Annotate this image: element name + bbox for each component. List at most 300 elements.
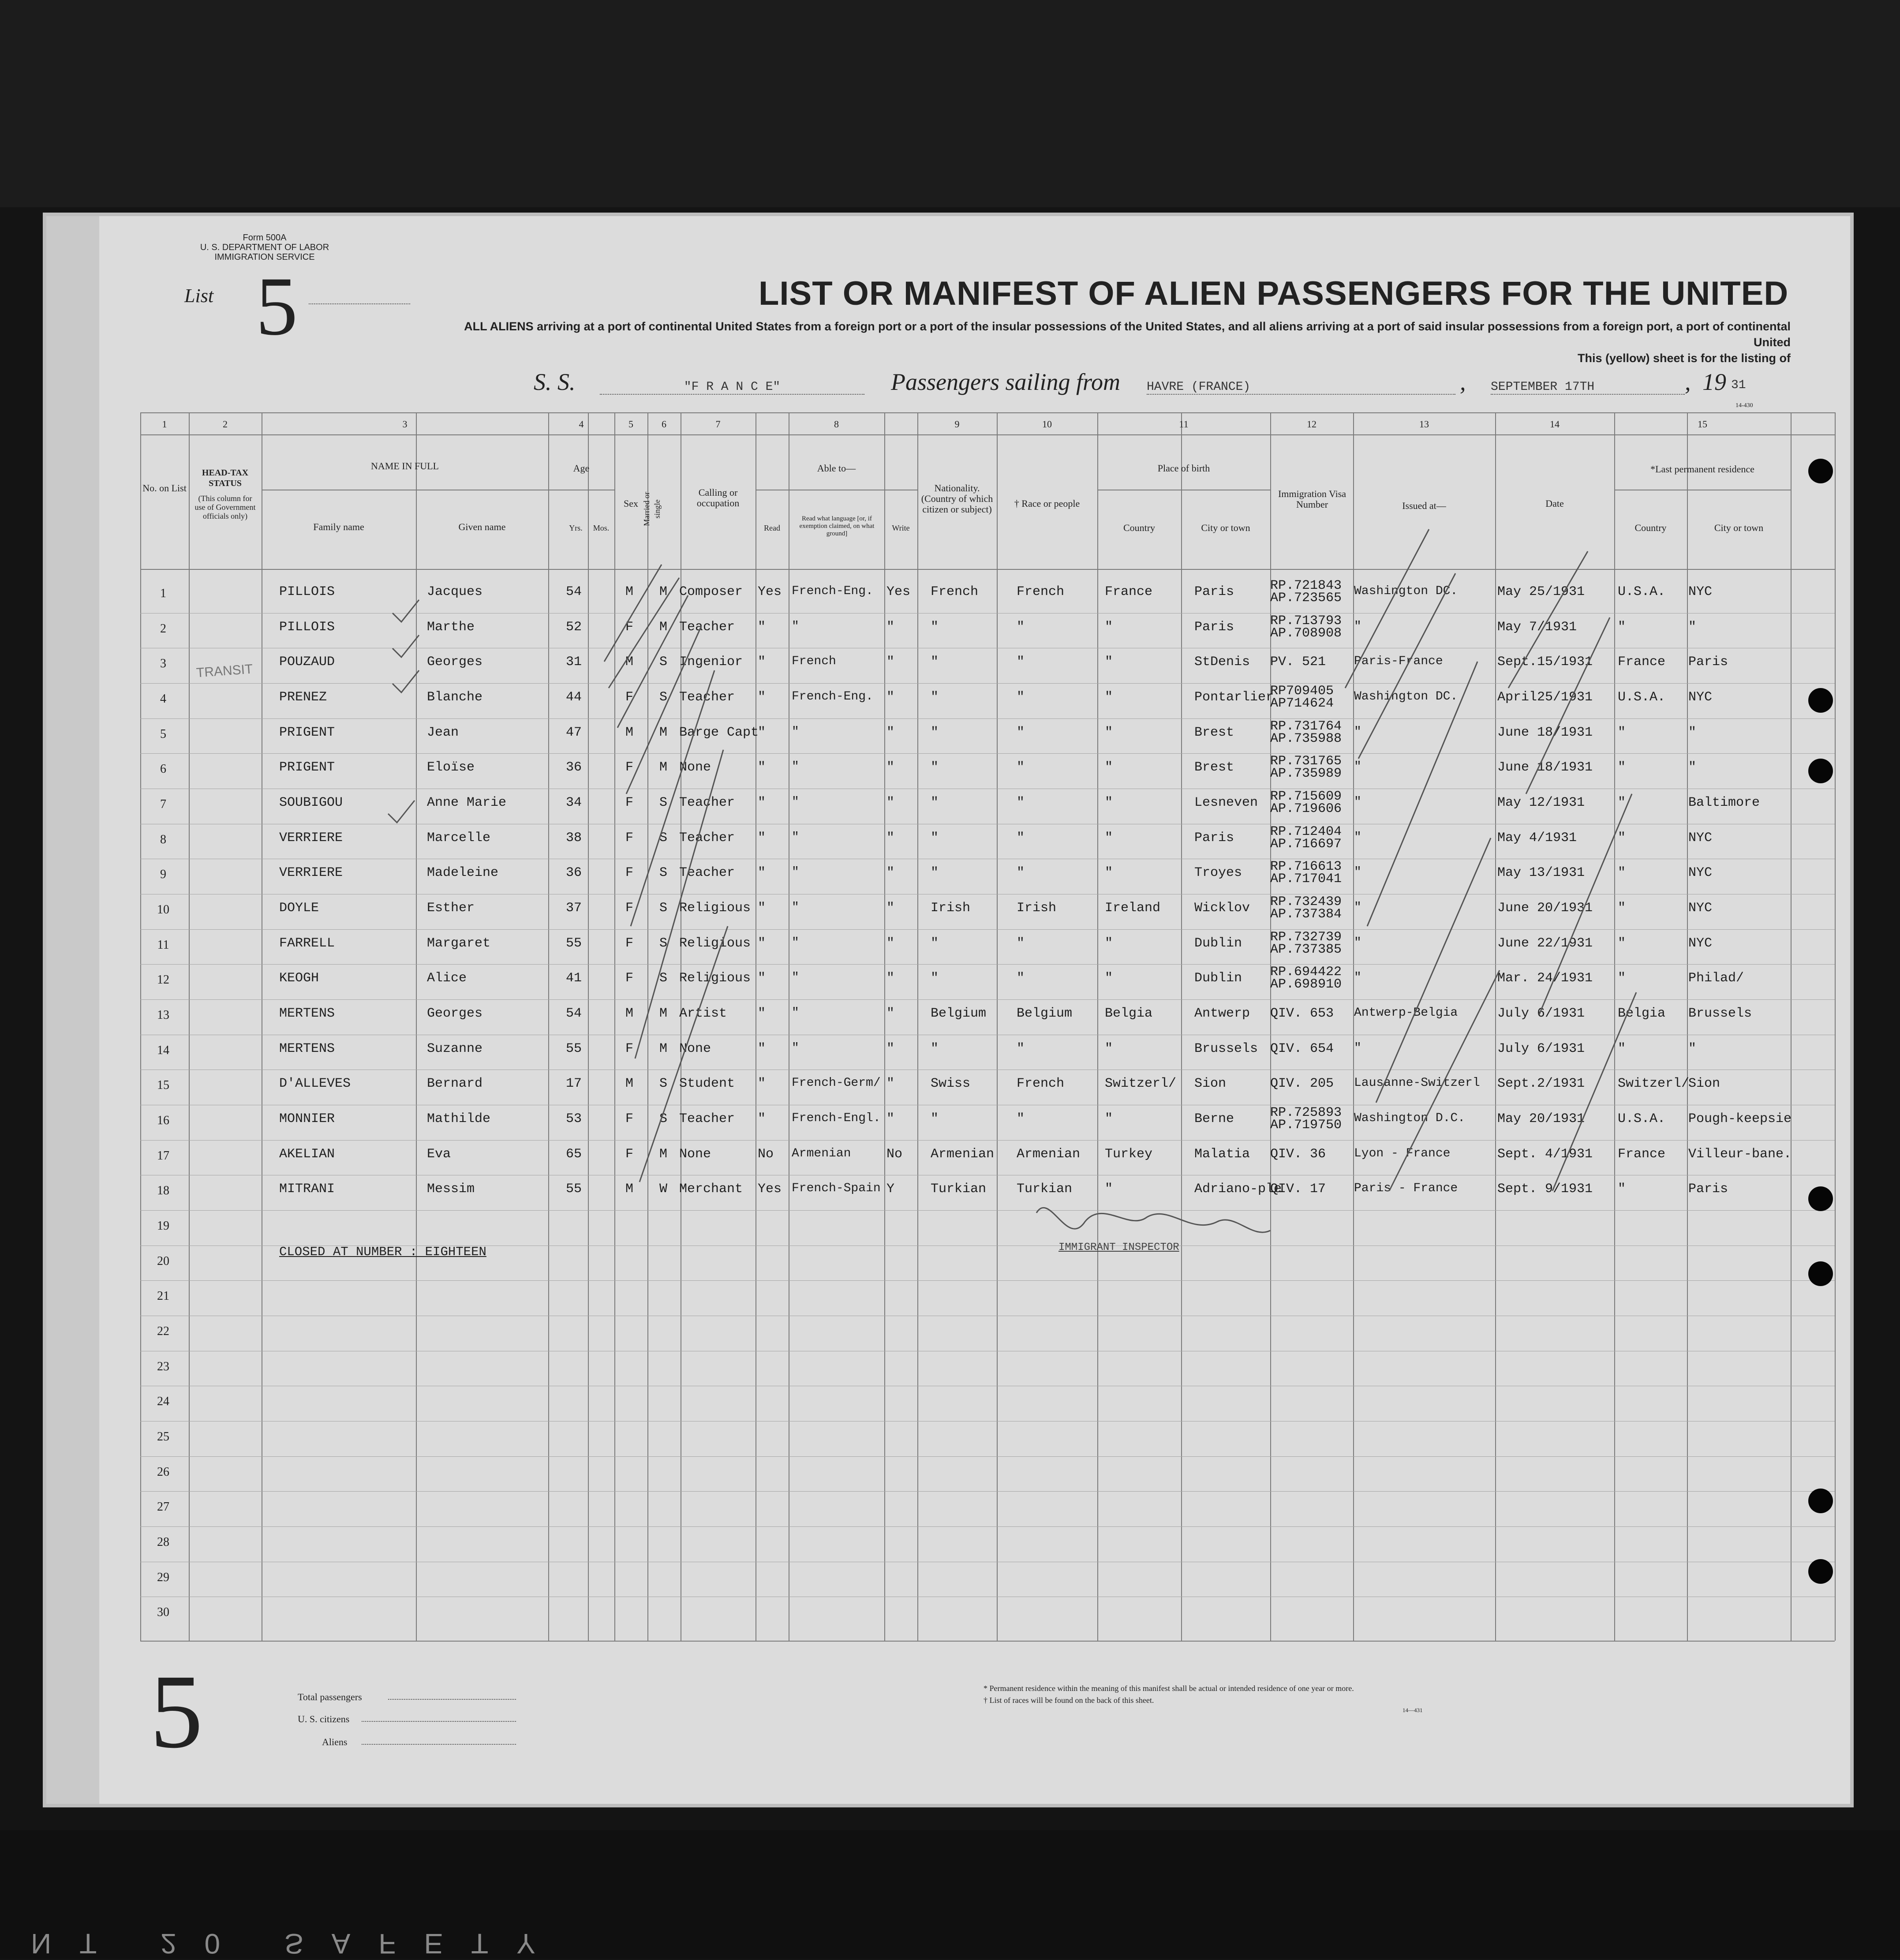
write: " bbox=[886, 830, 895, 845]
visa-date: Sept.15/1931 bbox=[1497, 655, 1593, 670]
read-language: " bbox=[792, 935, 799, 950]
age: 31 bbox=[566, 655, 582, 670]
birth-country: " bbox=[1105, 830, 1113, 845]
write: " bbox=[886, 971, 895, 986]
punch-hole bbox=[1808, 1186, 1833, 1211]
col-num-6: 6 bbox=[662, 419, 666, 430]
transit-stamp: TRANSIT bbox=[195, 662, 254, 681]
marital-status: S bbox=[659, 865, 668, 881]
visa-number: RP.715609 bbox=[1270, 789, 1342, 804]
issued-at: " bbox=[1354, 760, 1361, 774]
row-number: 16 bbox=[157, 1114, 169, 1127]
residence-city: NYC bbox=[1688, 584, 1713, 599]
birth-country: " bbox=[1105, 725, 1113, 740]
marital-status: S bbox=[659, 935, 668, 951]
race: " bbox=[1017, 1041, 1025, 1056]
age: 55 bbox=[566, 935, 582, 951]
residence-city: Paris bbox=[1688, 655, 1728, 670]
race: " bbox=[1017, 935, 1025, 951]
residence-city: Philad/ bbox=[1688, 971, 1744, 986]
marital-status: S bbox=[659, 655, 668, 670]
read-language: " bbox=[792, 1041, 799, 1055]
family-name: PILLOIS bbox=[279, 584, 335, 599]
header-name-in-full: NAME IN FULL bbox=[371, 460, 439, 471]
read-language: " bbox=[792, 971, 799, 985]
col-num-2: 2 bbox=[223, 419, 228, 430]
page-title: LIST OR MANIFEST OF ALIEN PASSENGERS FOR THE UNITED bbox=[759, 275, 1789, 312]
year-suffix: 31 bbox=[1731, 378, 1746, 392]
family-name: PILLOIS bbox=[279, 619, 335, 635]
race: French bbox=[1017, 584, 1065, 599]
birth-country: " bbox=[1105, 655, 1113, 670]
birth-city: Brussels bbox=[1194, 1041, 1258, 1056]
age: 34 bbox=[566, 795, 582, 810]
birth-city: Paris bbox=[1194, 584, 1234, 599]
department-name: U. S. DEPARTMENT OF LABOR bbox=[200, 243, 329, 252]
residence-city: Pough-keepsie bbox=[1688, 1111, 1792, 1126]
visa-number: RP.732739 bbox=[1270, 929, 1342, 945]
birth-country: Ireland bbox=[1105, 901, 1161, 916]
read: No bbox=[758, 1146, 774, 1162]
sex: F bbox=[625, 901, 634, 916]
birth-country: " bbox=[1105, 1182, 1113, 1197]
visa-date: Sept. 9/1931 bbox=[1497, 1182, 1593, 1197]
write: " bbox=[886, 901, 895, 916]
family-name: PRIGENT bbox=[279, 725, 335, 740]
read-language: " bbox=[792, 795, 799, 809]
race-footnote: † List of races will be found on the back of this sheet. bbox=[984, 1696, 1154, 1705]
write: " bbox=[886, 690, 895, 705]
header-able-to: Able to— bbox=[817, 463, 856, 474]
read-language: French-Eng. bbox=[792, 690, 873, 703]
visa-number-2: AP.737385 bbox=[1270, 942, 1342, 957]
visa-date: July 6/1931 bbox=[1497, 1006, 1585, 1021]
us-citizens-label: U. S. citizens bbox=[298, 1713, 350, 1724]
visa-number: RP709405 bbox=[1270, 684, 1334, 699]
punch-hole bbox=[1808, 1489, 1833, 1513]
read-language: French-Eng. bbox=[792, 584, 873, 598]
residence-country: " bbox=[1618, 1041, 1626, 1056]
visa-number: RP.731765 bbox=[1270, 754, 1342, 769]
read: " bbox=[758, 971, 766, 986]
visa-date: May 25/1931 bbox=[1497, 584, 1585, 599]
read: " bbox=[758, 725, 766, 740]
family-name: MERTENS bbox=[279, 1006, 335, 1021]
race: " bbox=[1017, 795, 1025, 810]
row-number: 27 bbox=[157, 1500, 169, 1514]
residence-country: " bbox=[1618, 935, 1626, 951]
col-num-5: 5 bbox=[628, 419, 633, 430]
residence-city: Villeur-bane. bbox=[1688, 1146, 1792, 1162]
sex: F bbox=[625, 795, 634, 810]
col-num-9: 9 bbox=[954, 419, 960, 430]
age: 65 bbox=[566, 1146, 582, 1162]
read: Yes bbox=[758, 1182, 782, 1197]
header-race: † Race or people bbox=[1014, 498, 1080, 509]
birth-country: Belgia bbox=[1105, 1006, 1153, 1021]
row-number: 9 bbox=[160, 868, 166, 882]
issued-at: " bbox=[1354, 1041, 1361, 1055]
issued-at: Paris - France bbox=[1354, 1182, 1458, 1196]
marital-status: M bbox=[659, 760, 668, 775]
header-issued-at: Issued at— bbox=[1402, 500, 1446, 511]
nationality: " bbox=[931, 830, 939, 845]
family-name: MONNIER bbox=[279, 1111, 335, 1126]
us-citizens-line bbox=[362, 1721, 516, 1722]
birth-city: Paris bbox=[1194, 830, 1234, 845]
read: " bbox=[758, 865, 766, 881]
punch-hole bbox=[1808, 1261, 1833, 1286]
family-name: MITRANI bbox=[279, 1182, 335, 1197]
family-name: D'ALLEVES bbox=[279, 1076, 351, 1092]
nationality: Turkian bbox=[931, 1182, 987, 1197]
birth-city: Troyes bbox=[1194, 865, 1242, 881]
visa-date: July 6/1931 bbox=[1497, 1041, 1585, 1056]
closing-statement: CLOSED AT NUMBER : EIGHTEEN bbox=[279, 1245, 486, 1259]
header-birth-city: City or town bbox=[1201, 522, 1250, 533]
birth-country: " bbox=[1105, 935, 1113, 951]
birth-country: Switzerl/ bbox=[1105, 1076, 1177, 1092]
residence-city: NYC bbox=[1688, 901, 1713, 916]
service-name: IMMIGRATION SERVICE bbox=[214, 252, 315, 262]
given-name: Eloïse bbox=[427, 760, 475, 775]
header-head-tax: HEAD-TAX STATUS bbox=[202, 468, 249, 488]
residence-country: " bbox=[1618, 795, 1626, 810]
issued-at: Paris-France bbox=[1354, 655, 1443, 669]
sex: F bbox=[625, 1041, 634, 1056]
read: " bbox=[758, 619, 766, 635]
residence-country: " bbox=[1618, 725, 1626, 740]
visa-number-2: AP.698910 bbox=[1270, 977, 1342, 992]
birth-city: Dublin bbox=[1194, 971, 1242, 986]
col-num-12: 12 bbox=[1307, 419, 1317, 430]
family-name: POUZAUD bbox=[279, 655, 335, 670]
calling: Barge Capt bbox=[679, 725, 759, 740]
race: " bbox=[1017, 1111, 1025, 1126]
birth-country: " bbox=[1105, 795, 1113, 810]
header-given-name: Given name bbox=[458, 521, 506, 532]
race: French bbox=[1017, 1076, 1065, 1092]
read: " bbox=[758, 795, 766, 810]
header-place-of-birth: Place of birth bbox=[1157, 463, 1210, 474]
visa-number: QIV. 653 bbox=[1270, 1006, 1334, 1021]
footer-code: 14—431 bbox=[1403, 1707, 1423, 1713]
sex: F bbox=[625, 971, 634, 986]
age: 54 bbox=[566, 1006, 582, 1021]
header-read-language: Read what language [or, if exemption claimed, on what ground] bbox=[799, 515, 875, 537]
inspector-label: IMMIGRANT INSPECTOR bbox=[1058, 1242, 1179, 1253]
list-label: List bbox=[184, 285, 214, 307]
race: " bbox=[1017, 971, 1025, 986]
given-name: Mathilde bbox=[427, 1111, 491, 1126]
issued-at: " bbox=[1354, 971, 1361, 985]
visa-date: June 20/1931 bbox=[1497, 901, 1593, 916]
birth-city: Pontarlier bbox=[1194, 690, 1274, 705]
residence-city: NYC bbox=[1688, 690, 1713, 705]
residence-city: Sion bbox=[1688, 1076, 1720, 1092]
visa-number: RP.725893 bbox=[1270, 1105, 1342, 1120]
race: " bbox=[1017, 619, 1025, 635]
header-married: Married or single bbox=[642, 492, 662, 526]
birth-city: StDenis bbox=[1194, 655, 1250, 670]
family-name: VERRIERE bbox=[279, 865, 343, 881]
visa-date: May 20/1931 bbox=[1497, 1111, 1585, 1126]
age: 36 bbox=[566, 760, 582, 775]
race: Turkian bbox=[1017, 1182, 1073, 1197]
row-number: 22 bbox=[157, 1324, 169, 1338]
row-number: 19 bbox=[157, 1219, 169, 1233]
given-name: Esther bbox=[427, 901, 475, 916]
total-passengers-label: Total passengers bbox=[298, 1691, 362, 1702]
marital-status: M bbox=[659, 1146, 668, 1162]
row-number: 14 bbox=[157, 1043, 169, 1057]
family-name: AKELIAN bbox=[279, 1146, 335, 1162]
col-num-13: 13 bbox=[1419, 419, 1429, 430]
row-number: 2 bbox=[160, 621, 166, 636]
issued-at: Lyon - France bbox=[1354, 1146, 1451, 1160]
issued-at: Washington DC. bbox=[1354, 690, 1458, 703]
given-name: Eva bbox=[427, 1146, 451, 1162]
col-num-7: 7 bbox=[715, 419, 721, 430]
sex: F bbox=[625, 1146, 634, 1162]
race: Irish bbox=[1017, 901, 1057, 916]
marital-status: S bbox=[659, 690, 668, 705]
nationality: Irish bbox=[931, 901, 971, 916]
age: 52 bbox=[566, 619, 582, 635]
nationality: " bbox=[931, 1111, 939, 1126]
write: " bbox=[886, 1111, 895, 1126]
age: 53 bbox=[566, 1111, 582, 1126]
row-number: 1 bbox=[160, 587, 166, 600]
residence-country: U.S.A. bbox=[1618, 690, 1666, 705]
row-number: 17 bbox=[157, 1148, 169, 1163]
read-language: French-Germ/ bbox=[792, 1076, 881, 1090]
row-number: 23 bbox=[157, 1359, 169, 1373]
issued-at: Antwerp-Belgia bbox=[1354, 1006, 1458, 1020]
subtitle-line-2: This (yellow) sheet is for the listing of bbox=[1577, 352, 1791, 365]
given-name: Anne Marie bbox=[427, 795, 507, 810]
visa-number-2: AP.719750 bbox=[1270, 1118, 1342, 1133]
marital-status: S bbox=[659, 795, 668, 810]
sex: M bbox=[625, 725, 634, 740]
residence-city: " bbox=[1688, 725, 1697, 740]
family-name: SOUBIGOU bbox=[279, 795, 343, 810]
residence-country: " bbox=[1618, 760, 1626, 775]
birth-city: Lesneven bbox=[1194, 795, 1258, 810]
race: " bbox=[1017, 760, 1025, 775]
header-mos: Mos. bbox=[593, 524, 610, 532]
read-language: " bbox=[792, 901, 799, 914]
form-number: Form 500A bbox=[243, 233, 287, 243]
nationality: " bbox=[931, 935, 939, 951]
race: " bbox=[1017, 725, 1025, 740]
row-number: 3 bbox=[160, 657, 166, 671]
nationality: " bbox=[931, 1041, 939, 1056]
given-name: Blanche bbox=[427, 690, 483, 705]
write: " bbox=[886, 619, 895, 635]
row-number: 15 bbox=[157, 1078, 169, 1092]
family-name: KEOGH bbox=[279, 971, 319, 986]
visa-number: PV. 521 bbox=[1270, 655, 1326, 670]
write: " bbox=[886, 1006, 895, 1021]
calling: Artist bbox=[679, 1006, 727, 1021]
given-name: Margaret bbox=[427, 935, 491, 951]
punch-hole bbox=[1808, 459, 1833, 483]
issued-at: " bbox=[1354, 901, 1361, 914]
birth-city: Wicklov bbox=[1194, 901, 1250, 916]
write: " bbox=[886, 795, 895, 810]
row-number: 30 bbox=[157, 1605, 169, 1620]
nationality: Belgium bbox=[931, 1006, 987, 1021]
header-no-on-list: No. on List bbox=[142, 483, 187, 494]
given-name: Jean bbox=[427, 725, 459, 740]
nationality: " bbox=[931, 760, 939, 775]
visa-number-2: AP.716697 bbox=[1270, 836, 1342, 852]
visa-number: RP.731764 bbox=[1270, 718, 1342, 734]
residence-city: Baltimore bbox=[1688, 795, 1760, 810]
nationality: " bbox=[931, 971, 939, 986]
issued-at: " bbox=[1354, 865, 1361, 879]
header-nationality: Nationality. (Country of which citizen or subject) bbox=[921, 483, 993, 515]
header-calling: Calling or occupation bbox=[696, 487, 740, 509]
marital-status: S bbox=[659, 1076, 668, 1092]
given-name: Marthe bbox=[427, 619, 475, 635]
given-name: Marcelle bbox=[427, 830, 491, 845]
visa-number: RP.716613 bbox=[1270, 859, 1342, 875]
birth-city: Dublin bbox=[1194, 935, 1242, 951]
header-head-tax-note: (This column for use of Government officials only) bbox=[194, 494, 256, 520]
read: " bbox=[758, 1041, 766, 1056]
birth-country: " bbox=[1105, 865, 1113, 881]
residence-city: " bbox=[1688, 1041, 1697, 1056]
birth-country: " bbox=[1105, 1041, 1113, 1056]
punch-hole bbox=[1808, 688, 1833, 713]
calling: None bbox=[679, 760, 711, 775]
nationality: French bbox=[931, 584, 979, 599]
issued-at: Washington D.C. bbox=[1354, 1111, 1466, 1125]
nationality: " bbox=[931, 690, 939, 705]
calling: Ingenior bbox=[679, 655, 743, 670]
total-passengers-line bbox=[388, 1699, 516, 1700]
row-number: 8 bbox=[160, 832, 166, 846]
punch-hole bbox=[1808, 1559, 1833, 1584]
row-number: 11 bbox=[157, 938, 169, 952]
residence-city: NYC bbox=[1688, 935, 1713, 951]
calling: Composer bbox=[679, 584, 743, 599]
visa-number: RP.713793 bbox=[1270, 613, 1342, 628]
write: " bbox=[886, 655, 895, 670]
calling: Teacher bbox=[679, 690, 735, 705]
race: Armenian bbox=[1017, 1146, 1081, 1162]
header-read: Read bbox=[764, 524, 780, 532]
birth-city: Sion bbox=[1194, 1076, 1227, 1092]
residence-city: NYC bbox=[1688, 865, 1713, 881]
issued-at: Lausanne-Switzerl bbox=[1354, 1076, 1480, 1090]
given-name: Bernard bbox=[427, 1076, 483, 1092]
visa-number: RP.712404 bbox=[1270, 824, 1342, 839]
family-name: PRENEZ bbox=[279, 690, 327, 705]
birth-country: " bbox=[1105, 971, 1113, 986]
visa-date: June 18/1931 bbox=[1497, 725, 1593, 740]
visa-date: May 4/1931 bbox=[1497, 830, 1577, 845]
col-num-15: 15 bbox=[1698, 419, 1707, 430]
visa-number-2: AP.708908 bbox=[1270, 625, 1342, 641]
given-name: Messim bbox=[427, 1182, 475, 1197]
residence-country: U.S.A. bbox=[1618, 1111, 1666, 1126]
header-last-residence: *Last permanent residence bbox=[1650, 464, 1754, 475]
marital-status: M bbox=[659, 725, 668, 740]
sex: M bbox=[625, 1006, 634, 1021]
given-name: Georges bbox=[427, 1006, 483, 1021]
marital-status: S bbox=[659, 1111, 668, 1126]
residence-country: " bbox=[1618, 619, 1626, 635]
age: 17 bbox=[566, 1076, 582, 1092]
row-number: 4 bbox=[160, 692, 166, 706]
birth-country: " bbox=[1105, 1111, 1113, 1126]
marital-status: M bbox=[659, 1006, 668, 1021]
header-yrs: Yrs. bbox=[569, 524, 583, 532]
marital-status: S bbox=[659, 830, 668, 845]
read-language: " bbox=[792, 760, 799, 774]
row-number: 18 bbox=[157, 1184, 169, 1198]
footer-page-number: 5 bbox=[150, 1653, 203, 1770]
header-sex: Sex bbox=[624, 498, 638, 509]
read-language: " bbox=[792, 830, 799, 844]
sex: M bbox=[625, 1076, 634, 1092]
birth-country: " bbox=[1105, 619, 1113, 635]
family-name: MERTENS bbox=[279, 1041, 335, 1056]
header-visa: Immigration Visa Number bbox=[1278, 488, 1346, 510]
header-write: Write bbox=[892, 524, 910, 532]
calling: Religious bbox=[679, 971, 751, 986]
write: Yes bbox=[886, 584, 911, 599]
residence-country: Switzerl/ bbox=[1618, 1076, 1690, 1092]
marital-status: S bbox=[659, 901, 668, 916]
age: 55 bbox=[566, 1041, 582, 1056]
read: Yes bbox=[758, 584, 782, 599]
visa-number: QIV. 654 bbox=[1270, 1041, 1334, 1056]
row-number: 20 bbox=[157, 1254, 169, 1268]
comma: , bbox=[1685, 369, 1691, 395]
family-name: VERRIERE bbox=[279, 830, 343, 845]
race: " bbox=[1017, 690, 1025, 705]
calling: Teacher bbox=[679, 865, 735, 881]
nationality: Swiss bbox=[931, 1076, 971, 1092]
header-age: Age bbox=[573, 463, 590, 474]
issued-at: " bbox=[1354, 619, 1361, 633]
race: Belgium bbox=[1017, 1006, 1073, 1021]
write: " bbox=[886, 935, 895, 951]
row-number: 24 bbox=[157, 1395, 169, 1409]
residence-city: " bbox=[1688, 619, 1697, 635]
birth-country: Turkey bbox=[1105, 1146, 1153, 1162]
sex: F bbox=[625, 830, 634, 845]
residence-country: " bbox=[1618, 830, 1626, 845]
residence-city: NYC bbox=[1688, 830, 1713, 845]
header-birth-country: Country bbox=[1123, 522, 1156, 533]
calling: Teacher bbox=[679, 795, 735, 810]
sex: M bbox=[625, 655, 634, 670]
visa-number: QIV. 17 bbox=[1270, 1182, 1326, 1197]
aliens-line bbox=[362, 1744, 516, 1745]
read-language: " bbox=[792, 725, 799, 739]
row-number: 12 bbox=[157, 973, 169, 987]
row-number: 21 bbox=[157, 1289, 169, 1303]
nationality: " bbox=[931, 619, 939, 635]
header-date: Date bbox=[1545, 498, 1564, 509]
write: " bbox=[886, 760, 895, 775]
visa-number-2: AP.717041 bbox=[1270, 872, 1342, 887]
